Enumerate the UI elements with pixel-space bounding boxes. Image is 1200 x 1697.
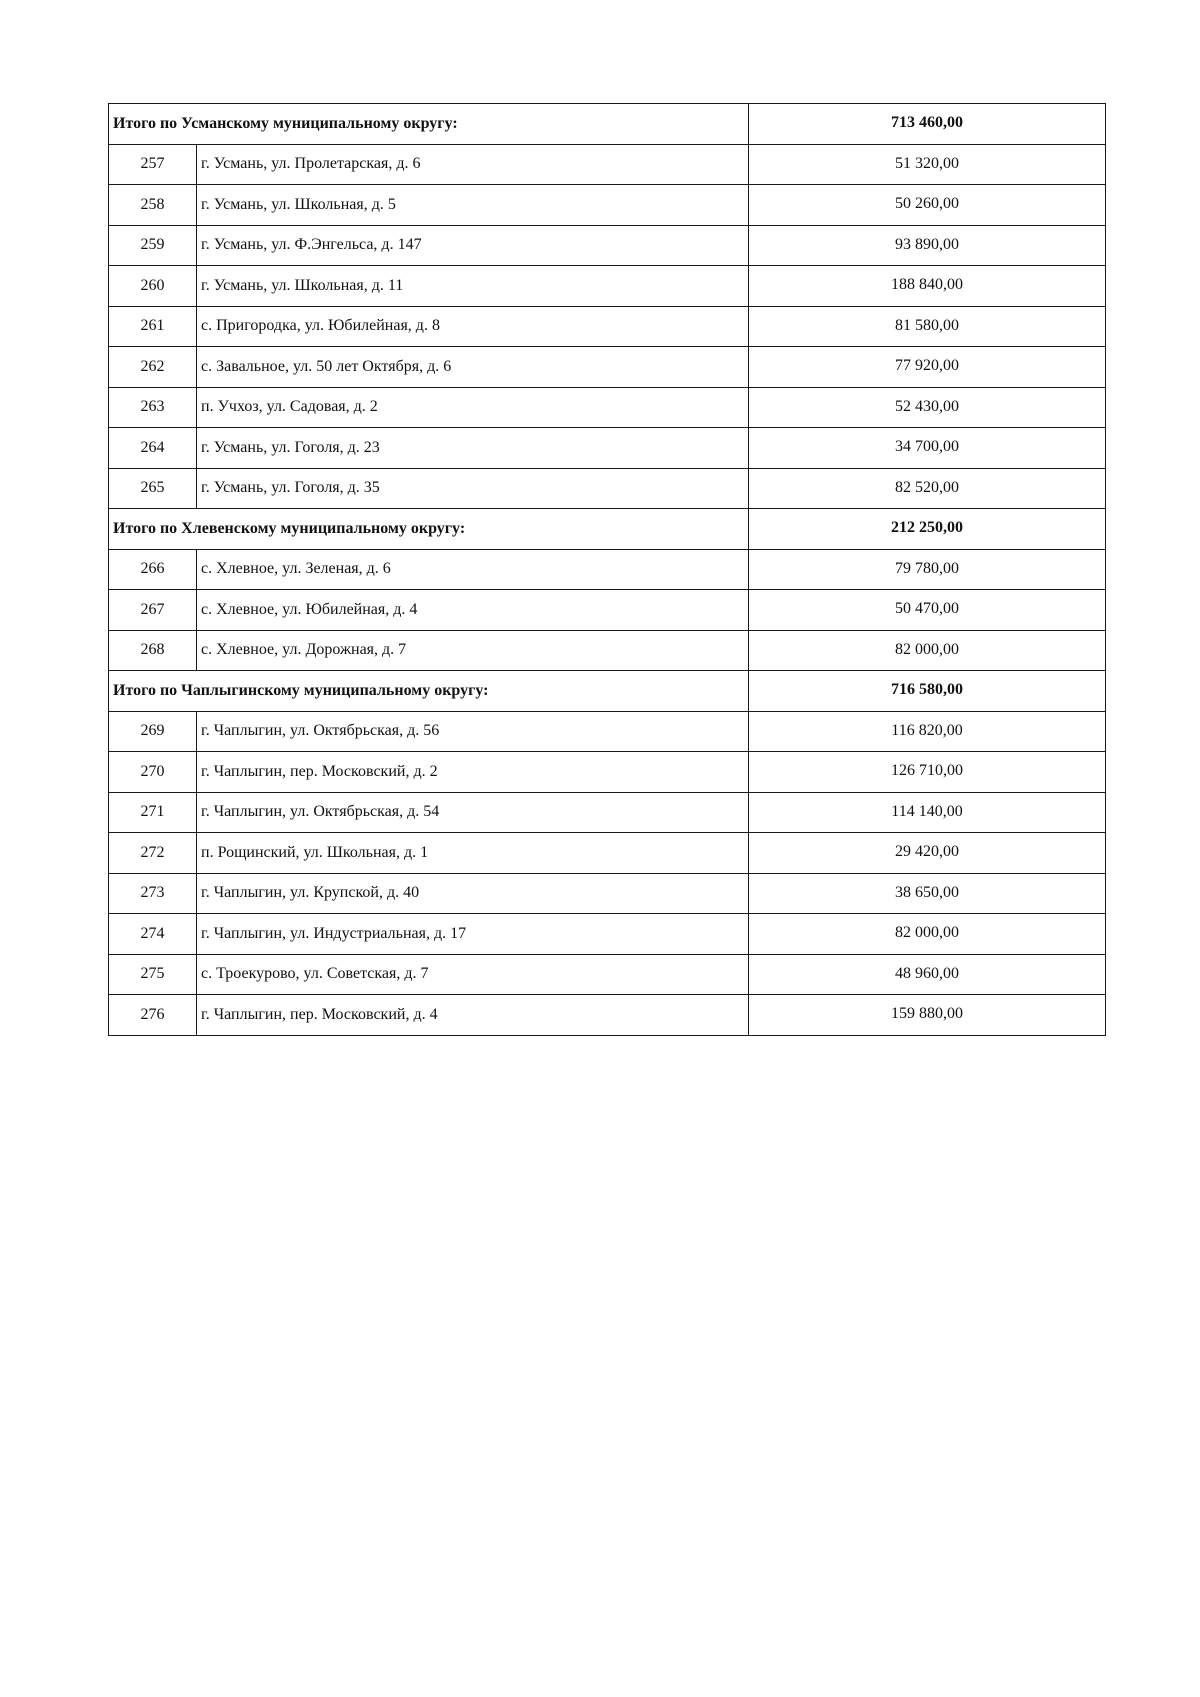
table-row [109,711,1106,752]
subtotal-amount: 716 580,00 [749,671,1106,712]
funding-table [108,103,1106,1036]
subtotal-label: Итого по Усманскому муниципальному округу: [109,104,749,145]
row-number: 276 [109,995,197,1036]
row-address: с. Хлевное, ул. Дорожная, д. 7 [197,630,749,671]
row-number: 258 [109,185,197,226]
table-row [109,306,1106,347]
subtotal-label: Итого по Хлевенскому муниципальному округу: [109,509,749,550]
table-row [109,752,1106,793]
row-amount: 116 820,00 [749,711,1106,752]
row-number: 269 [109,711,197,752]
table-row [109,266,1106,307]
row-address: г. Чаплыгин, ул. Октябрьская, д. 56 [197,711,749,752]
table-row [109,185,1106,226]
row-number: 275 [109,954,197,995]
row-amount: 51 320,00 [749,144,1106,185]
row-amount: 126 710,00 [749,752,1106,793]
row-number: 263 [109,387,197,428]
table-row [109,347,1106,388]
table-row [109,914,1106,955]
subtotal-row [109,509,1106,550]
row-amount: 77 920,00 [749,347,1106,388]
table-row [109,549,1106,590]
row-amount: 188 840,00 [749,266,1106,307]
row-address: г. Усмань, ул. Школьная, д. 11 [197,266,749,307]
table-row [109,873,1106,914]
row-address: г. Усмань, ул. Пролетарская, д. 6 [197,144,749,185]
row-amount: 159 880,00 [749,995,1106,1036]
row-amount: 34 700,00 [749,428,1106,469]
row-address: г. Усмань, ул. Гоголя, д. 23 [197,428,749,469]
row-number: 271 [109,792,197,833]
subtotal-label: Итого по Чаплыгинскому муниципальному округу: [109,671,749,712]
row-address: г. Чаплыгин, пер. Московский, д. 4 [197,995,749,1036]
row-number: 268 [109,630,197,671]
row-number: 274 [109,914,197,955]
row-number: 259 [109,225,197,266]
row-number: 270 [109,752,197,793]
row-amount: 38 650,00 [749,873,1106,914]
subtotal-row [109,104,1106,145]
row-number: 262 [109,347,197,388]
table-row [109,954,1106,995]
row-address: г. Усмань, ул. Ф.Энгельса, д. 147 [197,225,749,266]
row-amount: 114 140,00 [749,792,1106,833]
row-number: 257 [109,144,197,185]
row-amount: 82 000,00 [749,914,1106,955]
row-number: 265 [109,468,197,509]
table-row [109,833,1106,874]
row-amount: 79 780,00 [749,549,1106,590]
table-row [109,225,1106,266]
row-address: г. Усмань, ул. Гоголя, д. 35 [197,468,749,509]
row-amount: 50 260,00 [749,185,1106,226]
row-amount: 50 470,00 [749,590,1106,631]
row-address: п. Учхоз, ул. Садовая, д. 2 [197,387,749,428]
row-number: 264 [109,428,197,469]
row-amount: 93 890,00 [749,225,1106,266]
table-row [109,428,1106,469]
row-number: 272 [109,833,197,874]
row-amount: 81 580,00 [749,306,1106,347]
row-amount: 82 520,00 [749,468,1106,509]
subtotal-row [109,671,1106,712]
row-address: п. Рощинский, ул. Школьная, д. 1 [197,833,749,874]
row-address: г. Чаплыгин, ул. Индустриальная, д. 17 [197,914,749,955]
table-row [109,792,1106,833]
row-number: 273 [109,873,197,914]
table-row [109,995,1106,1036]
row-address: г. Чаплыгин, ул. Октябрьская, д. 54 [197,792,749,833]
row-address: с. Хлевное, ул. Зеленая, д. 6 [197,549,749,590]
table-row [109,630,1106,671]
row-amount: 52 430,00 [749,387,1106,428]
table-row [109,144,1106,185]
row-number: 266 [109,549,197,590]
table-row [109,387,1106,428]
row-amount: 29 420,00 [749,833,1106,874]
row-amount: 48 960,00 [749,954,1106,995]
row-address: г. Чаплыгин, пер. Московский, д. 2 [197,752,749,793]
subtotal-amount: 713 460,00 [749,104,1106,145]
table-body [109,104,1106,1036]
row-address: с. Завальное, ул. 50 лет Октября, д. 6 [197,347,749,388]
row-address: с. Пригородка, ул. Юбилейная, д. 8 [197,306,749,347]
table-row [109,590,1106,631]
row-address: с. Троекурово, ул. Советская, д. 7 [197,954,749,995]
row-number: 267 [109,590,197,631]
row-amount: 82 000,00 [749,630,1106,671]
row-number: 260 [109,266,197,307]
row-address: с. Хлевное, ул. Юбилейная, д. 4 [197,590,749,631]
row-address: г. Чаплыгин, ул. Крупской, д. 40 [197,873,749,914]
row-address: г. Усмань, ул. Школьная, д. 5 [197,185,749,226]
table-row [109,468,1106,509]
row-number: 261 [109,306,197,347]
subtotal-amount: 212 250,00 [749,509,1106,550]
